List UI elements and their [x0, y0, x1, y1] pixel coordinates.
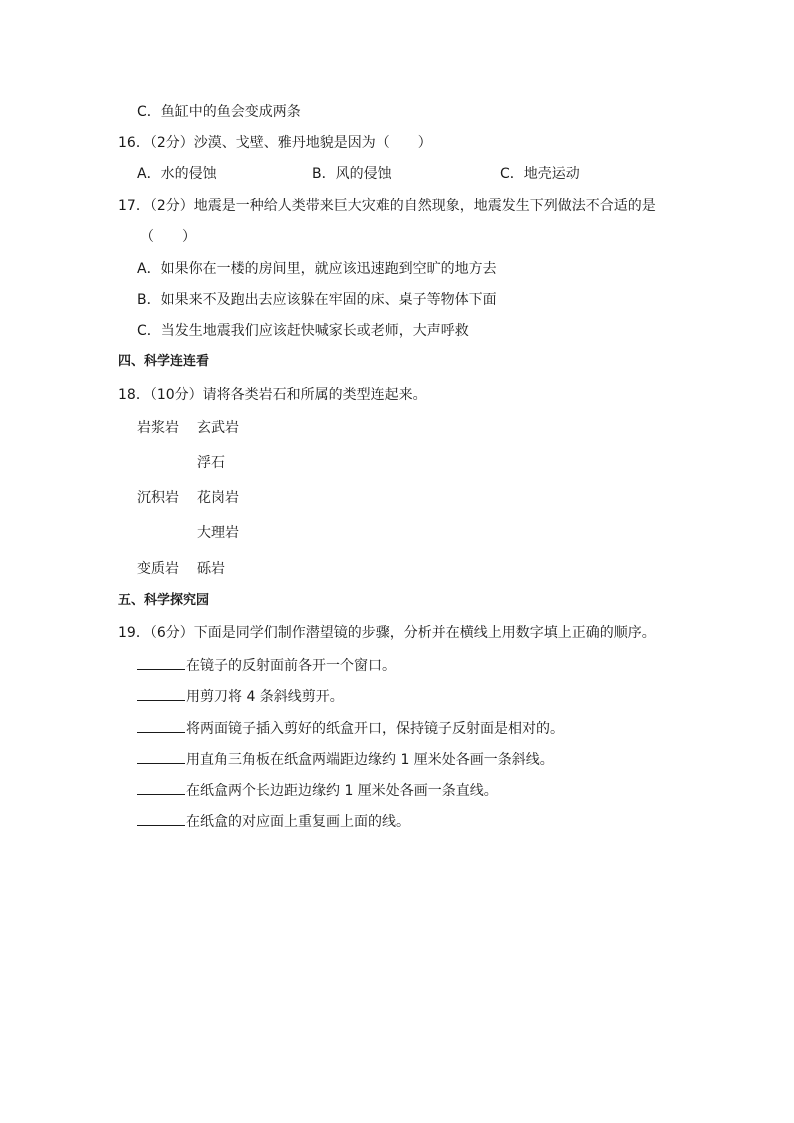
q17-option-a: A．如果你在一楼的房间里，就应该迅速跑到空旷的地方去 — [137, 261, 497, 277]
q19-step — [137, 717, 564, 739]
rock-marble: 大理岩 — [197, 525, 239, 541]
q16-option-a: A．水的侵蚀 — [137, 166, 217, 182]
q19-stem: 19．（6分）下面是同学们制作潜望镜的步骤，分析并在横线上用数字填上正确的顺序。 — [118, 625, 656, 641]
q19-step-text: 用剪刀将 4 条斜线剪开。 — [186, 689, 344, 705]
q17-option-c: C．当发生地震我们应该赶快喊家长或老师，大声呼救 — [137, 323, 469, 339]
q19-step-text: 用直角三角板在纸盒两端距边缘约 1 厘米处各画一条斜线。 — [186, 752, 554, 768]
q19-answer-blank[interactable] — [137, 685, 185, 701]
q19-step-text: 在纸盒的对应面上重复画上面的线。 — [186, 814, 410, 830]
q19-answer-blank[interactable] — [137, 748, 185, 764]
q19-step-text: 在纸盒两个长边距边缘约 1 厘米处各画一条直线。 — [186, 783, 498, 799]
q19-step — [137, 810, 410, 832]
q16-stem: 16．（2分）沙漠、戈壁、雅丹地貌是因为（ ） — [118, 135, 432, 151]
rock-type-igneous: 岩浆岩 — [137, 420, 179, 436]
rock-type-metamorphic: 变质岩 — [137, 561, 179, 577]
q15-option-c: C．鱼缸中的鱼会变成两条 — [137, 104, 301, 120]
q17-stem: 17．（2分）地震是一种给人类带来巨大灾难的自然现象，地震发生下列做法不合适的是 — [118, 198, 656, 214]
section-5-title: 五、科学探究园 — [118, 593, 210, 608]
q19-answer-blank[interactable] — [137, 717, 185, 733]
q19-step — [137, 748, 554, 770]
q19-answer-blank[interactable] — [137, 779, 185, 795]
q18-stem: 18．（10分）请将各类岩石和所属的类型连起来。 — [118, 387, 427, 403]
q17-option-b: B．如果来不及跑出去应该躲在牢固的床、桌子等物体下面 — [137, 292, 497, 308]
q19-step — [137, 685, 344, 707]
q19-step — [137, 779, 498, 801]
q16-option-b: B．风的侵蚀 — [312, 166, 392, 182]
rock-type-sedimentary: 沉积岩 — [137, 490, 179, 506]
q19-step-text: 将两面镜子插入剪好的纸盒开口，保持镜子反射面是相对的。 — [186, 721, 564, 737]
rock-pumice: 浮石 — [197, 455, 225, 471]
rock-conglomerate: 砾岩 — [197, 561, 225, 577]
q19-step — [137, 654, 396, 676]
q19-step-text: 在镜子的反射面前各开一个窗口。 — [186, 658, 396, 674]
rock-granite: 花岗岩 — [197, 490, 239, 506]
q19-answer-blank[interactable] — [137, 810, 185, 826]
q16-option-c: C．地壳运动 — [500, 166, 580, 182]
section-4-title: 四、科学连连看 — [118, 354, 210, 369]
rock-basalt: 玄武岩 — [197, 420, 239, 436]
q19-answer-blank[interactable] — [137, 654, 185, 670]
q16-options — [0, 164, 794, 184]
q17-stem-paren: （ ） — [140, 229, 196, 245]
